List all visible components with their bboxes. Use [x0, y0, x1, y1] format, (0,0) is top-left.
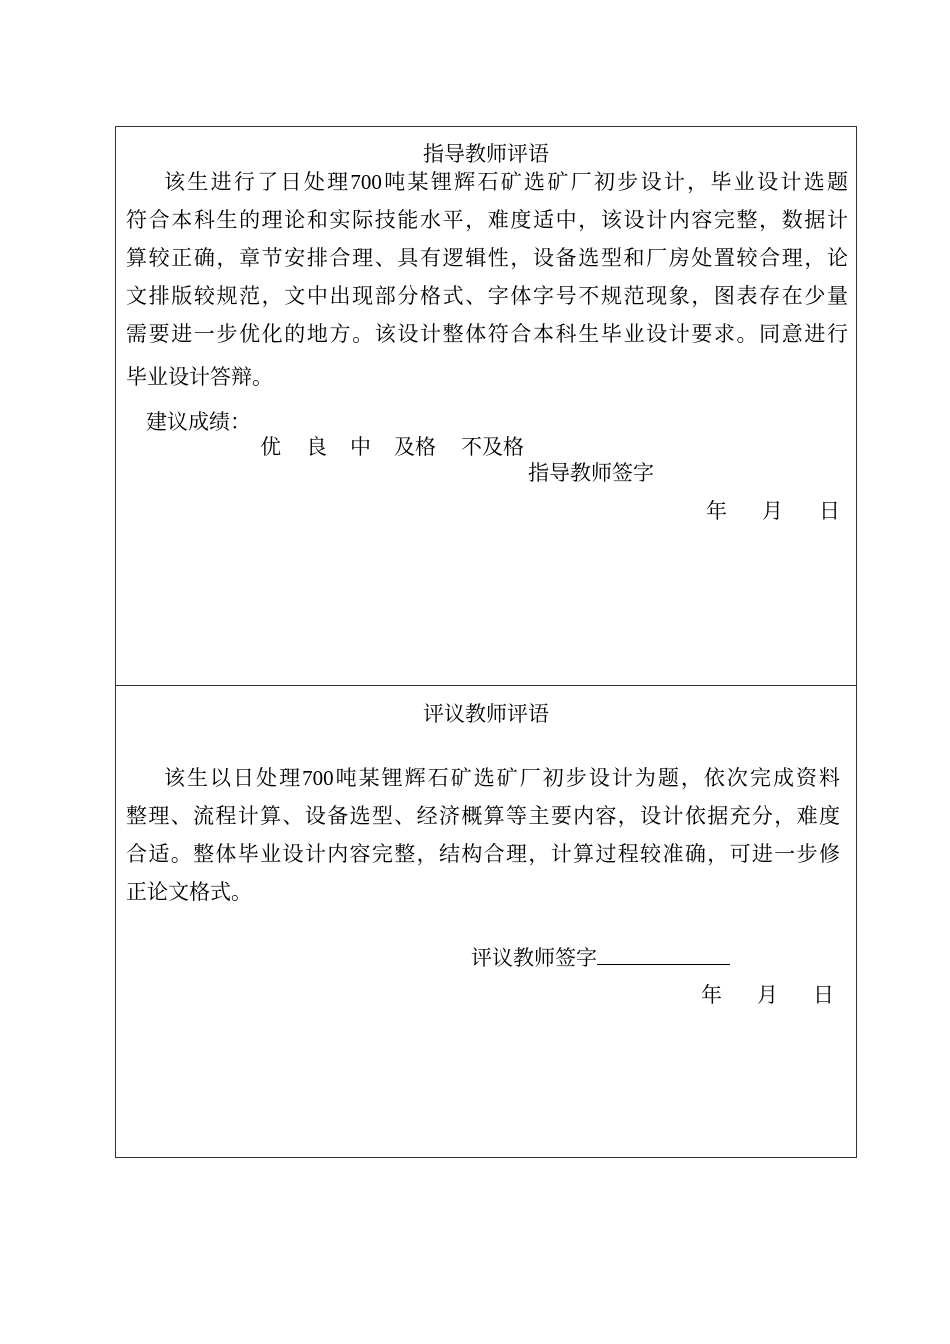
date-day: 日 — [813, 983, 834, 1007]
reviewer-signature-row — [471, 944, 730, 971]
date-year: 年 — [701, 983, 722, 1007]
advisor-comment-line: 毕业设计答辩。 — [126, 365, 273, 389]
reviewer-comment-section — [115, 685, 857, 1158]
grade-option-medium: 中 — [350, 435, 371, 459]
grade-label: 建议成绩： — [146, 410, 251, 434]
date-day: 日 — [819, 499, 840, 523]
reviewer-comment-line: 正论文格式。 — [126, 880, 252, 904]
date-year: 年 — [706, 499, 727, 523]
advisor-comment-line: 需要进一步优化的地方。该设计整体符合本科生毕业设计要求。同意进行 — [126, 322, 848, 346]
signature-line — [597, 944, 730, 965]
grade-option-good: 良 — [306, 435, 327, 459]
advisor-comment-line: 该生进行了日处理700吨某锂辉石矿选矿厂初步设计，毕业设计选题 — [164, 170, 848, 194]
advisor-comment-title: 指导教师评语 — [423, 142, 549, 166]
advisor-comment-section — [115, 126, 857, 686]
grade-option-pass: 及格 — [394, 435, 436, 459]
reviewer-comment-line: 合适。整体毕业设计内容完整，结构合理，计算过程较准确，可进一步修 — [126, 842, 840, 866]
reviewer-comment-line: 整理、流程计算、设备选型、经济概算等主要内容，设计依据充分，难度 — [126, 804, 840, 828]
advisor-signature-label: 指导教师签字 — [528, 461, 654, 485]
date-month: 月 — [762, 499, 783, 523]
reviewer-comment-title: 评议教师评语 — [423, 702, 549, 726]
reviewer-comment-line: 该生以日处理700吨某锂辉石矿选矿厂初步设计为题，依次完成资料 — [164, 766, 840, 790]
reviewer-signature-label: 评议教师签字 — [471, 946, 597, 970]
advisor-comment-line: 算较正确，章节安排合理、具有逻辑性，设备选型和厂房处置较合理，论 — [126, 246, 848, 270]
grade-option-fail: 不及格 — [461, 435, 524, 459]
date-month: 月 — [757, 983, 778, 1007]
advisor-comment-line: 文排版较规范，文中出现部分格式、字体字号不规范现象，图表存在少量 — [126, 284, 848, 308]
advisor-comment-line: 符合本科生的理论和实际技能水平，难度适中，该设计内容完整，数据计 — [126, 208, 848, 232]
grade-option-excellent: 优 — [260, 435, 281, 459]
